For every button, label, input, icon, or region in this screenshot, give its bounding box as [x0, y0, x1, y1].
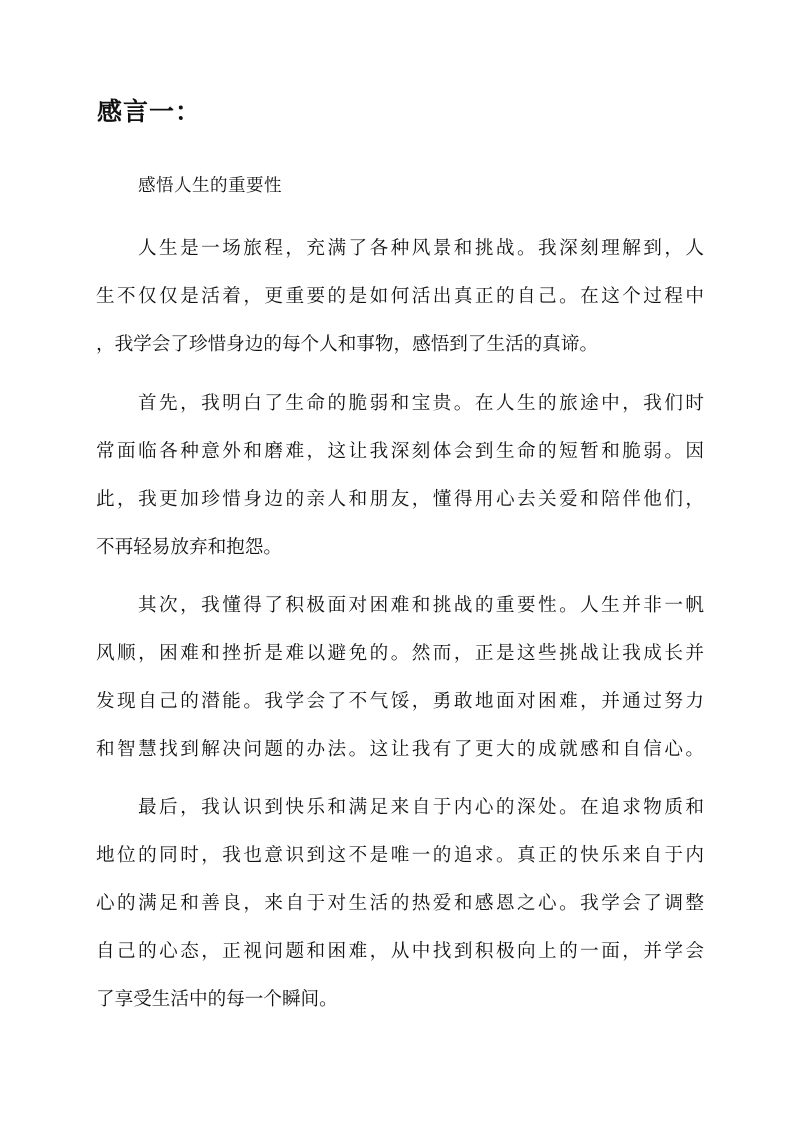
- paragraph-line: 首先，我明白了生命的脆弱和宝贵。在人生的旅途中，我们时: [138, 393, 704, 414]
- document-heading: 感言一：: [97, 97, 202, 126]
- document-subtitle: 感悟人生的重要性: [138, 176, 282, 196]
- paragraph-line: 生不仅仅是活着，更重要的是如何活出真正的自己。在这个过程中: [96, 286, 704, 307]
- paragraph-line: 常面临各种意外和磨难，这让我深刻体会到生命的短暂和脆弱。因: [96, 441, 704, 462]
- paragraph-line: 和智慧找到解决问题的办法。这让我有了更大的成就感和自信心。: [96, 739, 704, 760]
- paragraph-line: 心的满足和善良，来自于对生活的热爱和感恩之心。我学会了调整: [96, 893, 704, 914]
- paragraph-line: 地位的同时，我也意识到这不是唯一的追求。真正的快乐来自于内: [96, 845, 704, 866]
- paragraph-line: 最后，我认识到快乐和满足来自于内心的深处。在追求物质和: [138, 797, 704, 818]
- paragraph-line: 自己的心态，正视问题和困难，从中找到积极向上的一面，并学会: [96, 941, 704, 962]
- paragraph-line: 其次，我懂得了积极面对困难和挑战的重要性。人生并非一帆: [138, 595, 704, 616]
- paragraph-line: ，我学会了珍惜身边的每个人和事物，感悟到了生活的真谛。: [96, 334, 599, 355]
- paragraph-2: [96, 380, 704, 572]
- paragraph-line: 人生是一场旅程，充满了各种风景和挑战。我深刻理解到，人: [138, 238, 704, 259]
- paragraph-line: 此，我更加珍惜身边的亲人和朋友，懂得用心去关爱和陪伴他们，: [96, 489, 704, 510]
- paragraph-4: [96, 784, 704, 1024]
- paragraph-1: [96, 225, 704, 369]
- paragraph-line: 了享受生活中的每一个瞬间。: [96, 989, 338, 1010]
- paragraph-line: 风顺，困难和挫折是难以避免的。然而，正是这些挑战让我成长并: [96, 643, 704, 664]
- paragraph-3: [96, 582, 704, 774]
- paragraph-line: 发现自己的潜能。我学会了不气馁，勇敢地面对困难，并通过努力: [96, 691, 704, 712]
- paragraph-line: 不再轻易放弃和抱怨。: [96, 537, 282, 558]
